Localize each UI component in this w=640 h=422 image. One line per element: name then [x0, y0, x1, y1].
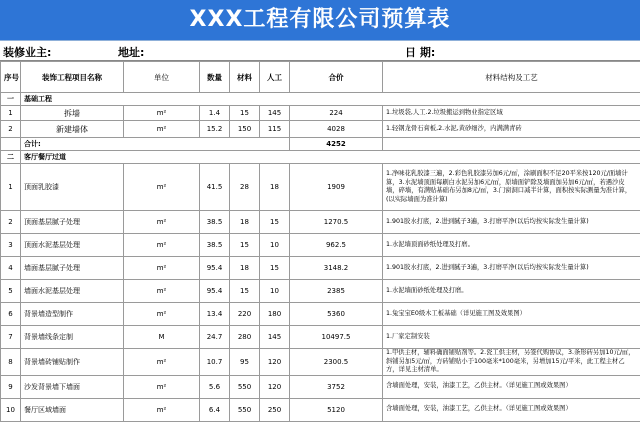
- row-number: 6: [1, 303, 21, 326]
- item-name: 新建墙体: [21, 121, 124, 138]
- row-number: 1: [1, 164, 21, 211]
- row-number: 2: [1, 121, 21, 138]
- item-unit: M: [124, 326, 200, 349]
- item-material-price: 15: [230, 280, 260, 303]
- item-total: 3752: [290, 375, 383, 398]
- table-row: [1, 349, 640, 376]
- item-labor-price: 145: [260, 326, 290, 349]
- section-number: 二: [1, 151, 21, 164]
- item-material-price: 550: [230, 375, 260, 398]
- table-row: [1, 375, 640, 398]
- section-name: 客厅餐厅过道: [21, 151, 640, 164]
- item-description: 含墙面处理，安装，油漆工艺，乙供主材。（详见施工图或效果图）: [383, 375, 640, 398]
- item-total: 1270.5: [290, 211, 383, 234]
- item-material-price: 18: [230, 211, 260, 234]
- col-header-description: 材料结构及工艺: [383, 62, 640, 93]
- item-quantity: 6.4: [200, 398, 230, 421]
- item-description: 1.厂家定制安装: [383, 326, 640, 349]
- item-description: 1.水泥墙顶面砂纸处理及打磨。: [383, 234, 640, 257]
- item-quantity: 38.5: [200, 211, 230, 234]
- item-quantity: 95.4: [200, 257, 230, 280]
- item-name: 背景墙造型制作: [21, 303, 124, 326]
- row-number: 1: [1, 106, 21, 121]
- row-number: 7: [1, 326, 21, 349]
- item-total: 3148.2: [290, 257, 383, 280]
- row-number: 9: [1, 375, 21, 398]
- table-row: [1, 106, 640, 121]
- item-material-price: 95: [230, 349, 260, 376]
- item-total: 1909: [290, 164, 383, 211]
- date-label: 日 期:: [405, 44, 435, 60]
- client-label: 装修业主:: [3, 44, 51, 60]
- item-name: 背景墙线条定制: [21, 326, 124, 349]
- item-description: 1.甲供主材，辅料确面铺贴剂等。2.瓷工供主材，另签代购协议，3.条形砖另加10元/㎡，斜铺另加5元/㎡，方砖铺贴小于100毫米*100毫米，另增加15元/平米，此工程主材乙方，详见主材清单。: [383, 349, 640, 376]
- item-description: 1.水泥墙面砂纸处理及打磨。: [383, 280, 640, 303]
- item-name: 顶面水泥基层处理: [21, 234, 124, 257]
- item-material-price: 15: [230, 106, 260, 121]
- table-row: [1, 211, 640, 234]
- item-labor-price: 15: [260, 211, 290, 234]
- col-header-labor: 人工: [260, 62, 290, 93]
- item-material-price: 28: [230, 164, 260, 211]
- item-unit: m²: [124, 398, 200, 421]
- table-row: [1, 398, 640, 421]
- item-unit: m²: [124, 280, 200, 303]
- item-labor-price: 120: [260, 375, 290, 398]
- item-quantity: 95.4: [200, 280, 230, 303]
- section-header-row: [1, 151, 640, 164]
- budget-table: [0, 61, 640, 422]
- item-name: 拆墙: [21, 106, 124, 121]
- item-labor-price: 145: [260, 106, 290, 121]
- item-total: 4028: [290, 121, 383, 138]
- col-header-name: 装饰工程项目名称: [21, 62, 124, 93]
- item-labor-price: 120: [260, 349, 290, 376]
- client-info-row: [0, 41, 640, 61]
- item-description: 含墙面处理，安装，油漆工艺，乙供主材。（详见施工图或效果图）: [383, 398, 640, 421]
- item-quantity: 13.4: [200, 303, 230, 326]
- item-material-price: 150: [230, 121, 260, 138]
- item-labor-price: 250: [260, 398, 290, 421]
- col-header-no: 序号: [1, 62, 21, 93]
- col-header-total: 合价: [290, 62, 383, 93]
- col-header-qty: 数量: [200, 62, 230, 93]
- subtotal-spacer: [1, 138, 21, 151]
- item-name: 沙发背景墙下墙面: [21, 375, 124, 398]
- item-total: 2385: [290, 280, 383, 303]
- row-number: 2: [1, 211, 21, 234]
- item-unit: m²: [124, 121, 200, 138]
- section-header-row: [1, 93, 640, 106]
- row-number: 3: [1, 234, 21, 257]
- row-number: 8: [1, 349, 21, 376]
- item-total: 224: [290, 106, 383, 121]
- item-unit: m²: [124, 164, 200, 211]
- item-description: 1.轻钢龙骨石膏板,2.水泥,黄砂细沙，内满满青砖: [383, 121, 640, 138]
- item-unit: m²: [124, 211, 200, 234]
- item-unit: m²: [124, 349, 200, 376]
- address-label: 地址:: [118, 44, 144, 60]
- col-header-unit: 单位: [124, 62, 200, 93]
- item-quantity: 15.2: [200, 121, 230, 138]
- item-total: 5120: [290, 398, 383, 421]
- table-row: [1, 234, 640, 257]
- item-material-price: 220: [230, 303, 260, 326]
- item-material-price: 15: [230, 234, 260, 257]
- item-name: 餐厅区域墙面: [21, 398, 124, 421]
- item-quantity: 41.5: [200, 164, 230, 211]
- table-row: [1, 280, 640, 303]
- subtotal-blank: [383, 138, 640, 151]
- item-name: 墙面水泥基层处理: [21, 280, 124, 303]
- item-unit: m²: [124, 303, 200, 326]
- item-description: 1.垃圾袋,人工.2.垃圾搬运到物业指定区域: [383, 106, 640, 121]
- item-quantity: 5.6: [200, 375, 230, 398]
- item-unit: m²: [124, 106, 200, 121]
- item-total: 5360: [290, 303, 383, 326]
- item-name: 顶面基层腻子处理: [21, 211, 124, 234]
- item-material-price: 550: [230, 398, 260, 421]
- item-name: 背景墙砖铺贴制作: [21, 349, 124, 376]
- item-total: 10497.5: [290, 326, 383, 349]
- table-row: [1, 121, 640, 138]
- col-header-material: 材料: [230, 62, 260, 93]
- item-labor-price: 15: [260, 257, 290, 280]
- item-total: 962.5: [290, 234, 383, 257]
- item-labor-price: 10: [260, 280, 290, 303]
- sheet-title: XXX工程有限公司预算表: [0, 0, 640, 41]
- table-row: [1, 303, 640, 326]
- table-header-row: [1, 62, 640, 93]
- row-number: 4: [1, 257, 21, 280]
- row-number: 10: [1, 398, 21, 421]
- subtotal-label: 合计:: [21, 138, 290, 151]
- item-quantity: 10.7: [200, 349, 230, 376]
- item-unit: m²: [124, 257, 200, 280]
- item-material-price: 280: [230, 326, 260, 349]
- item-quantity: 1.4: [200, 106, 230, 121]
- subtotal-row: [1, 138, 640, 151]
- item-name: 顶面乳胶漆: [21, 164, 124, 211]
- table-row: [1, 257, 640, 280]
- row-number: 5: [1, 280, 21, 303]
- item-labor-price: 10: [260, 234, 290, 257]
- item-description: 1.901胶水打底，2.进到腻子3遍，3.打磨平净(以后均按实际发生量计算): [383, 211, 640, 234]
- item-material-price: 18: [230, 257, 260, 280]
- table-row: [1, 164, 640, 211]
- item-labor-price: 180: [260, 303, 290, 326]
- section-name: 基础工程: [21, 93, 640, 106]
- item-unit: m²: [124, 234, 200, 257]
- item-quantity: 38.5: [200, 234, 230, 257]
- item-unit: m²: [124, 375, 200, 398]
- item-description: 1.901胶水打底，2.进到腻子3遍，3.打磨平净(以后均按实际发生量计算): [383, 257, 640, 280]
- item-labor-price: 115: [260, 121, 290, 138]
- item-description: 1.净味花乳胶漆三遍，2.彩色乳胶漆另加6元/㎡，涂刷面积不足20平米按120元/面墙计算，3.水泥墙顶面每刷白水泥另加6元/㎡，原墙面铲除及墙面加另加6元/㎡，若遇沙皮墙，碎墙，有满贴基础布另加8元/㎡，3.门窗洞口减半计算，面积按实际测量为准计算，(以实际墙面为准计算): [383, 164, 640, 211]
- item-description: 1.兔宝宝E0级木工板基础（详见施工图及效果图）: [383, 303, 640, 326]
- table-row: [1, 326, 640, 349]
- item-total: 2300.5: [290, 349, 383, 376]
- item-labor-price: 18: [260, 164, 290, 211]
- item-name: 墙面基层腻子处理: [21, 257, 124, 280]
- item-quantity: 24.7: [200, 326, 230, 349]
- section-number: 一: [1, 93, 21, 106]
- subtotal-value: 4252: [290, 138, 383, 151]
